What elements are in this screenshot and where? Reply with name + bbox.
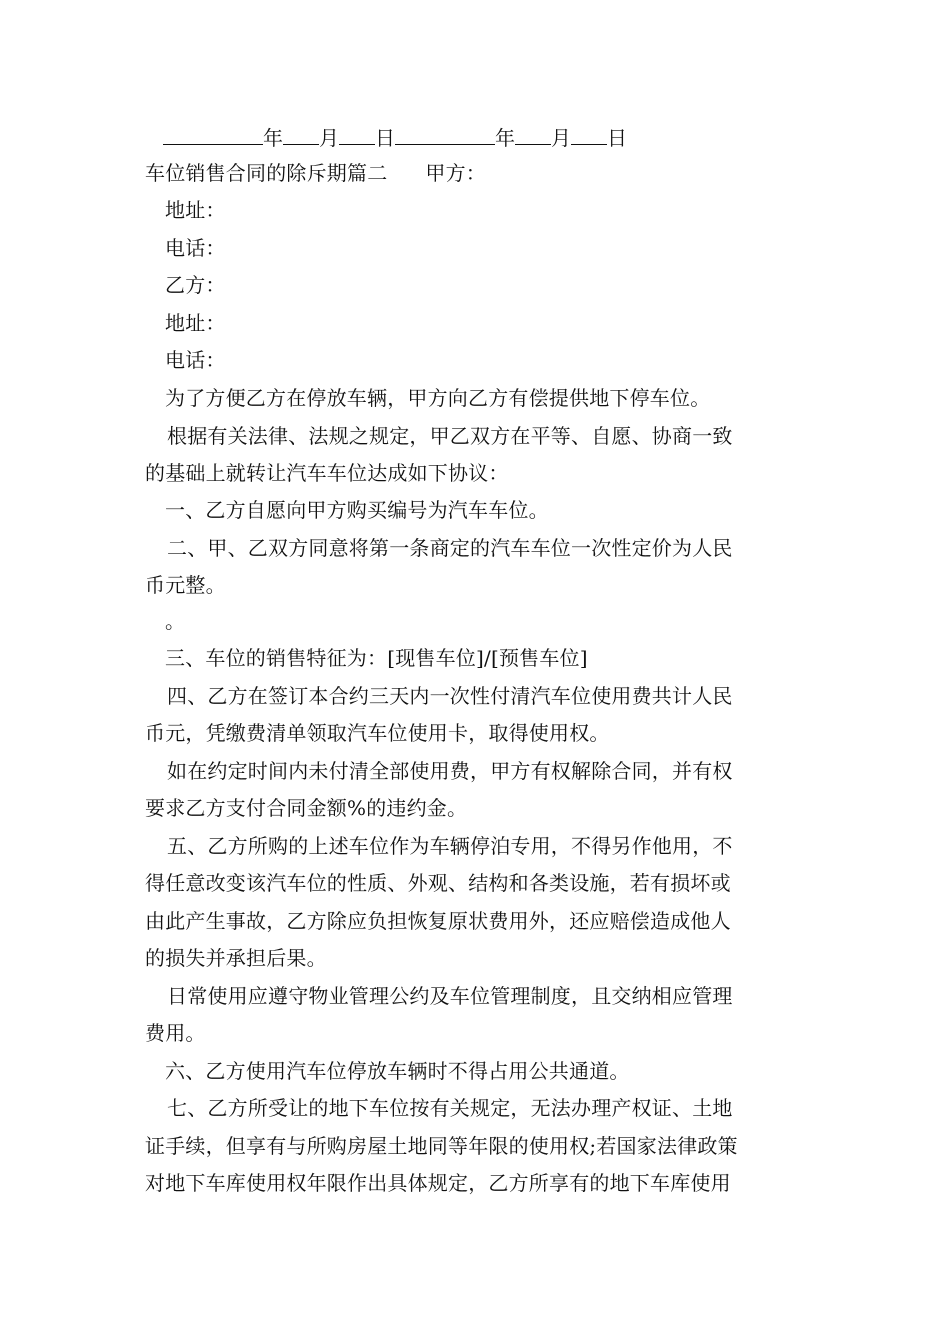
party-b-phone: 电话：: [165, 348, 226, 372]
party-a-phone: 电话：: [165, 236, 226, 260]
party-a-address: 地址：: [165, 198, 226, 222]
year-blank-2: [395, 124, 495, 145]
clause-2-line-2: 币元整。: [145, 573, 226, 597]
section-title: 车位销售合同的除斥期篇二: [145, 161, 388, 185]
month-label-1: 月: [319, 126, 339, 150]
signature-date-line: [163, 124, 627, 150]
clause-2-line-3: 。: [165, 609, 186, 633]
day-blank-1: [339, 124, 375, 145]
day-label-2: 日: [607, 126, 627, 150]
basis-paragraph-line-2: 的基础上就转让汽车车位达成如下协议：: [145, 461, 509, 485]
clause-7-line-2: 证手续，但享有与所购房屋土地同等年限的使用权;若国家法律政策: [145, 1134, 738, 1158]
clause-5-line-1: 五、乙方所购的上述车位作为车辆停泊专用，不得另作他用，不: [167, 834, 733, 858]
basis-paragraph-line-1: 根据有关法律、法规之规定，甲乙双方在平等、自愿、协商一致: [167, 424, 733, 448]
year-label-1: 年: [263, 126, 283, 150]
month-blank-1: [283, 124, 319, 145]
month-blank-2: [515, 124, 551, 145]
daily-use-line-1: 日常使用应遵守物业管理公约及车位管理制度，且交纳相应管理: [167, 984, 733, 1008]
clause-7-line-1: 七、乙方所受让的地下车位按有关规定，无法办理产权证、土地: [167, 1096, 733, 1120]
clause-1: 一、乙方自愿向甲方购买编号为汽车车位。: [165, 498, 549, 522]
day-label-1: 日: [375, 126, 395, 150]
clause-4-line-2: 币元，凭缴费清单领取汽车位使用卡，取得使用权。: [145, 721, 610, 745]
year-label-2: 年: [495, 126, 515, 150]
clause-5-line-2: 得任意改变该汽车位的性质、外观、结构和各类设施，若有损坏或: [145, 871, 731, 895]
party-b-address: 地址：: [165, 311, 226, 335]
daily-use-line-2: 费用。: [145, 1021, 206, 1045]
party-b-label: 乙方：: [165, 273, 226, 297]
clause-4-penalty-line-2: 要求乙方支付合同金额%的违约金。: [145, 796, 468, 820]
day-blank-2: [571, 124, 607, 145]
clause-4-line-1: 四、乙方在签订本合约三天内一次性付清汽车位使用费共计人民: [167, 684, 733, 708]
clause-2-line-1: 二、甲、乙双方同意将第一条商定的汽车车位一次性定价为人民: [167, 536, 733, 560]
section-heading: [145, 161, 815, 185]
clause-6: 六、乙方使用汽车位停放车辆时不得占用公共通道。: [165, 1059, 630, 1083]
clause-5-line-3: 由此产生事故，乙方除应负担恢复原状费用外，还应赔偿造成他人: [145, 909, 731, 933]
party-a-label: 甲方：: [425, 161, 487, 185]
purpose-paragraph: 为了方便乙方在停放车辆，甲方向乙方有偿提供地下停车位。: [165, 386, 711, 410]
clause-5-line-4: 的损失并承担后果。: [145, 946, 327, 970]
month-label-2: 月: [551, 126, 571, 150]
clause-7-line-3: 对地下车库使用权年限作出具体规定，乙方所享有的地下车库使用: [145, 1171, 731, 1195]
clause-4-penalty-line-1: 如在约定时间内未付清全部使用费，甲方有权解除合同，并有权: [167, 759, 733, 783]
year-blank-1: [163, 124, 263, 145]
clause-3: 三、车位的销售特征为：[现售车位]/[预售车位]: [165, 646, 588, 670]
